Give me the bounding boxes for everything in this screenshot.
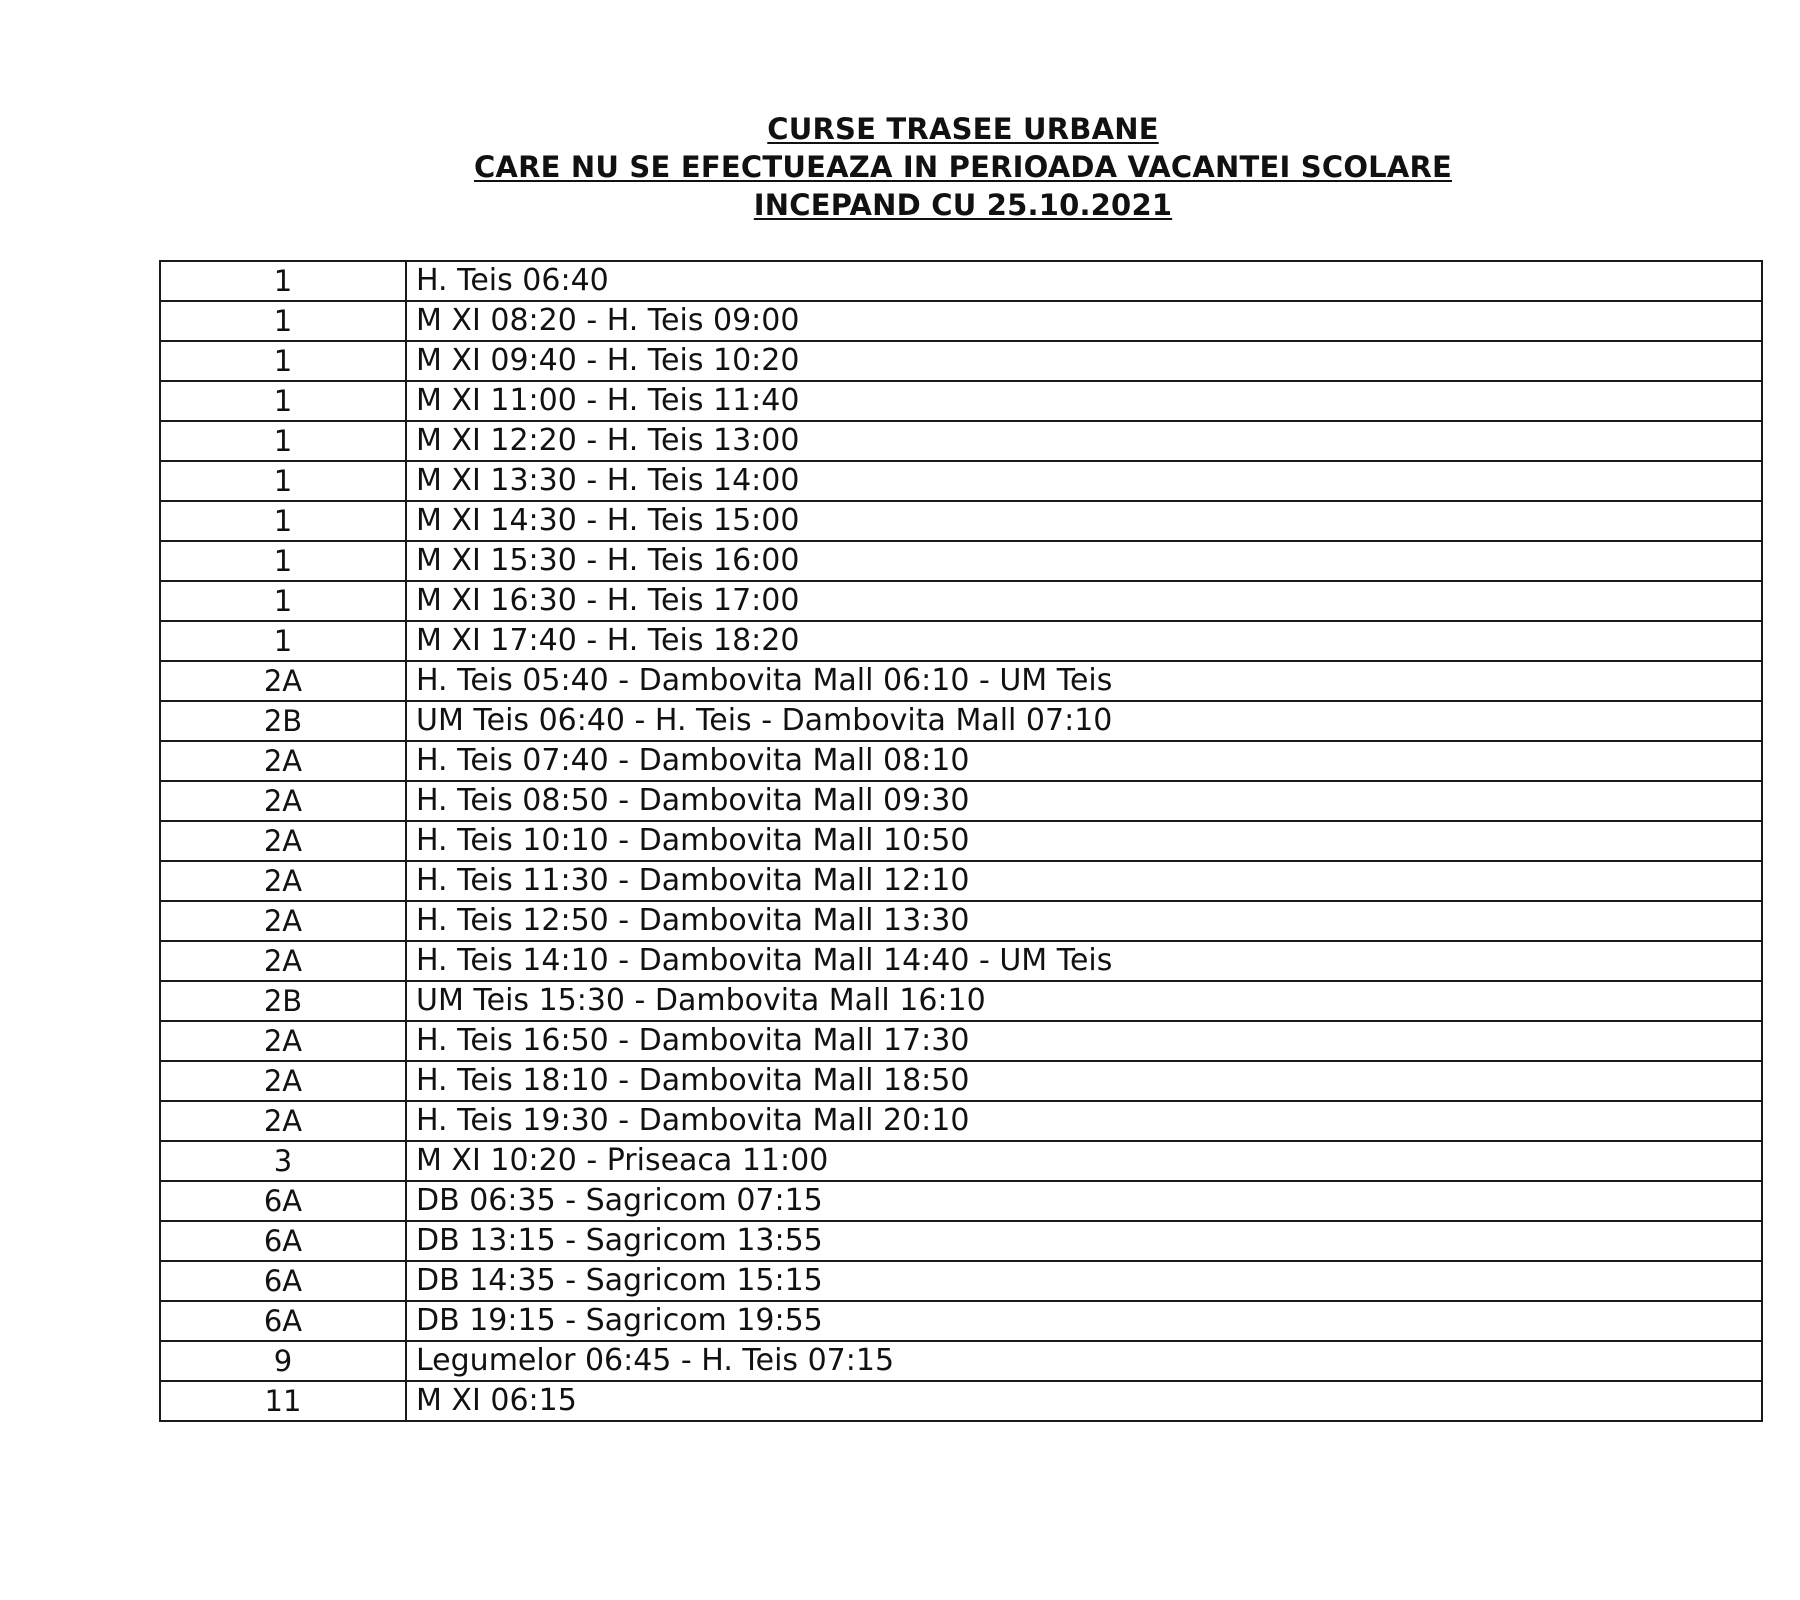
table-row [160, 541, 1762, 581]
document-title [0, 110, 1800, 224]
route-line-number: 2A [160, 741, 406, 781]
route-line-number: 6A [160, 1221, 406, 1261]
title-line-3: INCEPAND CU 25.10.2021 [753, 188, 1173, 222]
route-line-number: 1 [160, 501, 406, 541]
route-trip-description: H. Teis 07:40 - Dambovita Mall 08:10 [406, 741, 1762, 781]
route-line-number: 1 [160, 261, 406, 301]
route-line-number: 3 [160, 1141, 406, 1181]
table-row [160, 261, 1762, 301]
title-line-2: CARE NU SE EFECTUEAZA IN PERIOADA VACANTEI SCOLARE [473, 150, 1453, 184]
route-trip-description: DB 14:35 - Sagricom 15:15 [406, 1261, 1762, 1301]
route-line-number: 2A [160, 661, 406, 701]
table-row [160, 1061, 1762, 1101]
route-trip-description: M XI 10:20 - Priseaca 11:00 [406, 1141, 1762, 1181]
route-trip-description: M XI 14:30 - H. Teis 15:00 [406, 501, 1762, 541]
route-trip-description: Legumelor 06:45 - H. Teis 07:15 [406, 1341, 1762, 1381]
route-trip-description: DB 06:35 - Sagricom 07:15 [406, 1181, 1762, 1221]
route-line-number: 1 [160, 301, 406, 341]
route-trip-description: M XI 16:30 - H. Teis 17:00 [406, 581, 1762, 621]
table-row [160, 581, 1762, 621]
table-row [160, 421, 1762, 461]
route-trip-description: H. Teis 05:40 - Dambovita Mall 06:10 - UM Teis [406, 661, 1762, 701]
route-trip-description: H. Teis 10:10 - Dambovita Mall 10:50 [406, 821, 1762, 861]
table-row [160, 301, 1762, 341]
route-line-number: 6A [160, 1181, 406, 1221]
route-trip-description: M XI 11:00 - H. Teis 11:40 [406, 381, 1762, 421]
table-row [160, 1341, 1762, 1381]
route-line-number: 1 [160, 341, 406, 381]
route-trip-description: H. Teis 14:10 - Dambovita Mall 14:40 - UM Teis [406, 941, 1762, 981]
table-row [160, 621, 1762, 661]
route-line-number: 2A [160, 1021, 406, 1061]
table-row [160, 1141, 1762, 1181]
route-line-number: 2B [160, 981, 406, 1021]
route-line-number: 2A [160, 901, 406, 941]
table-row [160, 661, 1762, 701]
route-line-number: 2A [160, 1101, 406, 1141]
table-row [160, 1101, 1762, 1141]
table-row [160, 861, 1762, 901]
route-line-number: 2A [160, 821, 406, 861]
table-row [160, 781, 1762, 821]
route-trip-description: DB 13:15 - Sagricom 13:55 [406, 1221, 1762, 1261]
route-trip-description: H. Teis 16:50 - Dambovita Mall 17:30 [406, 1021, 1762, 1061]
table-row [160, 501, 1762, 541]
title-line-1: CURSE TRASEE URBANE [767, 112, 1159, 146]
table-row [160, 461, 1762, 501]
route-line-number: 1 [160, 461, 406, 501]
route-trip-description: M XI 08:20 - H. Teis 09:00 [406, 301, 1762, 341]
table-row [160, 901, 1762, 941]
route-trip-description: H. Teis 08:50 - Dambovita Mall 09:30 [406, 781, 1762, 821]
route-line-number: 1 [160, 421, 406, 461]
route-line-number: 2A [160, 1061, 406, 1101]
route-trip-description: M XI 12:20 - H. Teis 13:00 [406, 421, 1762, 461]
route-line-number: 1 [160, 381, 406, 421]
route-trip-description: H. Teis 12:50 - Dambovita Mall 13:30 [406, 901, 1762, 941]
table-row [160, 1301, 1762, 1341]
route-trip-description: UM Teis 06:40 - H. Teis - Dambovita Mall 07:10 [406, 701, 1762, 741]
route-trip-description: M XI 15:30 - H. Teis 16:00 [406, 541, 1762, 581]
table-row [160, 981, 1762, 1021]
route-line-number: 1 [160, 541, 406, 581]
route-line-number: 2A [160, 781, 406, 821]
route-trip-description: M XI 06:15 [406, 1381, 1762, 1421]
route-trip-description: M XI 09:40 - H. Teis 10:20 [406, 341, 1762, 381]
table-row [160, 1381, 1762, 1421]
table-row [160, 1261, 1762, 1301]
route-line-number: 11 [160, 1381, 406, 1421]
table-row [160, 341, 1762, 381]
table-row [160, 941, 1762, 981]
route-line-number: 2A [160, 861, 406, 901]
table-row [160, 1181, 1762, 1221]
route-line-number: 1 [160, 581, 406, 621]
route-trip-description: M XI 17:40 - H. Teis 18:20 [406, 621, 1762, 661]
route-line-number: 1 [160, 621, 406, 661]
route-line-number: 2B [160, 701, 406, 741]
table-row [160, 741, 1762, 781]
route-trip-description: H. Teis 11:30 - Dambovita Mall 12:10 [406, 861, 1762, 901]
route-trip-description: H. Teis 18:10 - Dambovita Mall 18:50 [406, 1061, 1762, 1101]
route-line-number: 6A [160, 1261, 406, 1301]
route-trip-description: H. Teis 19:30 - Dambovita Mall 20:10 [406, 1101, 1762, 1141]
route-trip-description: DB 19:15 - Sagricom 19:55 [406, 1301, 1762, 1341]
cancelled-trips-table [159, 260, 1763, 1422]
route-line-number: 6A [160, 1301, 406, 1341]
route-trip-description: M XI 13:30 - H. Teis 14:00 [406, 461, 1762, 501]
table-row [160, 1021, 1762, 1061]
table-row [160, 701, 1762, 741]
route-trip-description: H. Teis 06:40 [406, 261, 1762, 301]
route-trip-description: UM Teis 15:30 - Dambovita Mall 16:10 [406, 981, 1762, 1021]
table-row [160, 1221, 1762, 1261]
cancelled-trips-table-body [160, 261, 1762, 1421]
table-row [160, 821, 1762, 861]
route-line-number: 9 [160, 1341, 406, 1381]
route-line-number: 2A [160, 941, 406, 981]
table-row [160, 381, 1762, 421]
